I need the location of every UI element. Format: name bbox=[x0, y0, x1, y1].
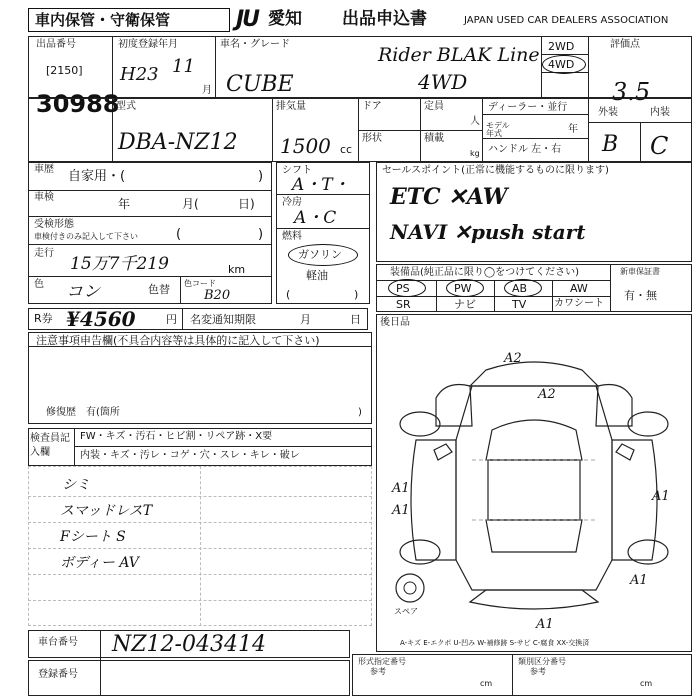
displacement-unit: cc bbox=[340, 143, 353, 156]
pw-circle bbox=[446, 279, 484, 297]
dims-unit-1: cm bbox=[480, 679, 493, 688]
mileage-unit: km bbox=[228, 263, 246, 276]
load-label: 積載 bbox=[424, 133, 444, 144]
notice-month: 月 bbox=[300, 313, 311, 326]
inspector-row2: 内装・キズ・汚レ・コゲ・穴・スレ・キレ・破レ bbox=[80, 450, 300, 461]
shift-value: A・T・ bbox=[292, 175, 350, 195]
ju-logo-mark: JU bbox=[236, 7, 259, 32]
class-ref: 参考 bbox=[530, 667, 546, 676]
equipment-label: 装備品(純正品に限り◯をつけてください) bbox=[390, 267, 579, 278]
inspector-row1: FW・キズ・汚石・ヒビ割・リペア跡・X要 bbox=[80, 431, 273, 442]
fuel-gas: ガソリン bbox=[298, 248, 342, 261]
fuel-paren-close: ) bbox=[354, 288, 359, 301]
mark-right-2: A1 bbox=[630, 573, 648, 588]
type-label: 型式 bbox=[116, 101, 136, 112]
dims-unit-2: cm bbox=[640, 679, 653, 688]
form-label: 受検形態 bbox=[34, 219, 74, 230]
fuel-label: 燃料 bbox=[282, 231, 302, 242]
model-year-label: モデル年式 bbox=[486, 121, 510, 138]
model-name: CUBE bbox=[226, 72, 294, 97]
option-2wd: 2WD bbox=[548, 40, 575, 53]
interior-label: 内装 bbox=[650, 107, 670, 118]
notice-day: 日 bbox=[350, 313, 361, 326]
inspector-note-4: ボディー AV bbox=[60, 555, 139, 571]
inspection-month: 月( bbox=[182, 197, 199, 211]
color-value: コン bbox=[66, 282, 100, 302]
car-diagram bbox=[376, 340, 692, 630]
first-reg-month: 11 bbox=[172, 56, 195, 77]
score-label: 評価点 bbox=[610, 39, 640, 50]
score: 3.5 bbox=[612, 78, 651, 106]
recycle-value: ¥4560 bbox=[66, 307, 136, 331]
inspection-label: 車検 bbox=[34, 192, 54, 203]
grade: Rider BLAK Line bbox=[378, 44, 540, 66]
mark-front: A2 bbox=[504, 351, 522, 366]
4wd-circle bbox=[542, 55, 586, 74]
capacity-label: 定員 bbox=[424, 101, 444, 112]
inspector-label: 検査員記入欄 bbox=[30, 433, 70, 458]
interior-grade: C bbox=[650, 132, 669, 160]
repair-history-close: ) bbox=[358, 407, 362, 418]
fuel-diesel: 軽油 bbox=[306, 269, 328, 282]
selling-line1: ETC ✕AW bbox=[390, 184, 508, 210]
equip-pw: PW bbox=[454, 282, 472, 295]
inspector-note-2: スマッドレスT bbox=[60, 503, 153, 519]
color-label: 色 bbox=[34, 279, 44, 290]
type-value: DBA-NZ12 bbox=[118, 130, 238, 155]
new-warranty-value: 有・無 bbox=[624, 289, 657, 302]
equip-sr: SR bbox=[396, 298, 411, 311]
mark-front-right: A2 bbox=[538, 387, 556, 402]
spare-label: スペア bbox=[394, 607, 418, 616]
inspector-note-3: Fシート S bbox=[60, 529, 126, 545]
mileage-value: 15万7千219 bbox=[70, 254, 169, 274]
mark-left-1: A1 bbox=[392, 481, 410, 496]
form-paren-open: ( bbox=[176, 227, 182, 242]
recycle-unit: 円 bbox=[166, 313, 177, 326]
color-code-label: 色コード bbox=[184, 279, 216, 288]
first-reg-label: 初度登録年月 bbox=[118, 39, 178, 50]
recycle-label: R券 bbox=[34, 312, 53, 325]
storage-stamp bbox=[28, 8, 230, 32]
load-unit: kg bbox=[470, 149, 480, 158]
handle-label: ハンドル 左・右 bbox=[488, 144, 562, 155]
equip-aw: AW bbox=[570, 282, 588, 295]
inspection-year: 年 bbox=[118, 197, 131, 211]
ps-circle bbox=[388, 279, 426, 297]
history-close: ) bbox=[258, 169, 264, 184]
form-paren-close: ) bbox=[258, 227, 264, 242]
model-year-unit: 年 bbox=[568, 124, 578, 135]
storage-stamp-text: 車内保管・守衛保管 bbox=[35, 11, 171, 29]
equip-ab: AB bbox=[512, 282, 528, 295]
repair-history: 修復歴 有(箇所 bbox=[46, 407, 120, 418]
inspection-day: 日) bbox=[238, 197, 255, 211]
mark-left-2: A1 bbox=[392, 503, 410, 518]
color-code: B20 bbox=[204, 288, 231, 303]
form-title: 出品申込書 bbox=[342, 9, 427, 29]
reg-no-label: 登録番号 bbox=[38, 669, 78, 680]
option-4wd: 4WD bbox=[548, 58, 575, 71]
chassis-value: NZ12-043414 bbox=[112, 632, 266, 657]
selling-block bbox=[376, 162, 692, 262]
form-note: 車検付きのみ記入して下さい bbox=[34, 232, 138, 241]
lot-number: 30988 bbox=[36, 90, 120, 118]
equip-tv: TV bbox=[512, 298, 527, 311]
history-value: 自家用・( bbox=[68, 169, 126, 184]
exterior-grade: B bbox=[602, 132, 619, 157]
repaint-label: 色替 bbox=[148, 283, 170, 296]
dims-ref: 参考 bbox=[370, 667, 386, 676]
door-label: ドア bbox=[362, 101, 382, 112]
ac-value: A・C bbox=[294, 208, 337, 228]
fuel-paren-open: ( bbox=[286, 288, 291, 301]
ab-circle bbox=[504, 279, 542, 297]
notice-label: 名変通知期限 bbox=[190, 313, 256, 326]
equip-ps: PS bbox=[396, 282, 410, 295]
first-reg-era: H23 bbox=[120, 64, 159, 85]
history-label: 車歴 bbox=[34, 164, 54, 175]
first-reg-month-unit: 月 bbox=[202, 85, 212, 96]
shift-label: シフト bbox=[282, 165, 312, 176]
displacement-value: 1500 bbox=[280, 134, 331, 158]
org-name: 愛知 bbox=[268, 9, 302, 29]
model-grade-label: 車名・グレード bbox=[220, 39, 290, 50]
equip-navi: ナビ bbox=[454, 298, 476, 311]
inspector-note-1: シミ bbox=[62, 477, 90, 493]
displacement-label: 排気量 bbox=[276, 101, 306, 112]
mark-right-1: A1 bbox=[652, 489, 670, 504]
selling-line2: NAVI ✕push start bbox=[390, 220, 586, 244]
ac-label: 冷房 bbox=[282, 197, 302, 208]
association-name: JAPAN USED CAR DEALERS ASSOCIATION bbox=[464, 15, 669, 26]
exterior-label: 外装 bbox=[598, 107, 618, 118]
mark-rear: A1 bbox=[536, 617, 554, 630]
class-label: 類別区分番号 bbox=[518, 657, 566, 666]
dims-label: 形式指定番号 bbox=[358, 657, 406, 666]
dealer-label: ディーラー・並行 bbox=[488, 102, 568, 113]
damage-legend: A-キズ E-エクボ U-凹み W-補修跡 S-サビ C-腐食 XX-交換済 bbox=[400, 639, 590, 647]
mileage-label: 走行 bbox=[34, 248, 54, 259]
equip-leather-seat: カワシート bbox=[554, 298, 604, 309]
lot-bracket: [2150] bbox=[46, 64, 83, 77]
drive: 4WD bbox=[418, 70, 468, 94]
lot-number-label: 出品番号 bbox=[36, 39, 76, 50]
capacity-unit: 人 bbox=[470, 116, 480, 127]
back-label: 後日品 bbox=[380, 317, 410, 328]
new-warranty-label: 新車保証書 bbox=[620, 267, 660, 276]
chassis-label: 車台番号 bbox=[38, 637, 78, 648]
shape-label: 形状 bbox=[362, 133, 382, 144]
notes-label: 注意事項申告欄(不具合内容等は具体的に記入して下さい) bbox=[36, 334, 320, 347]
selling-label: セールスポイント(正常に機能するものに限ります) bbox=[382, 165, 609, 176]
